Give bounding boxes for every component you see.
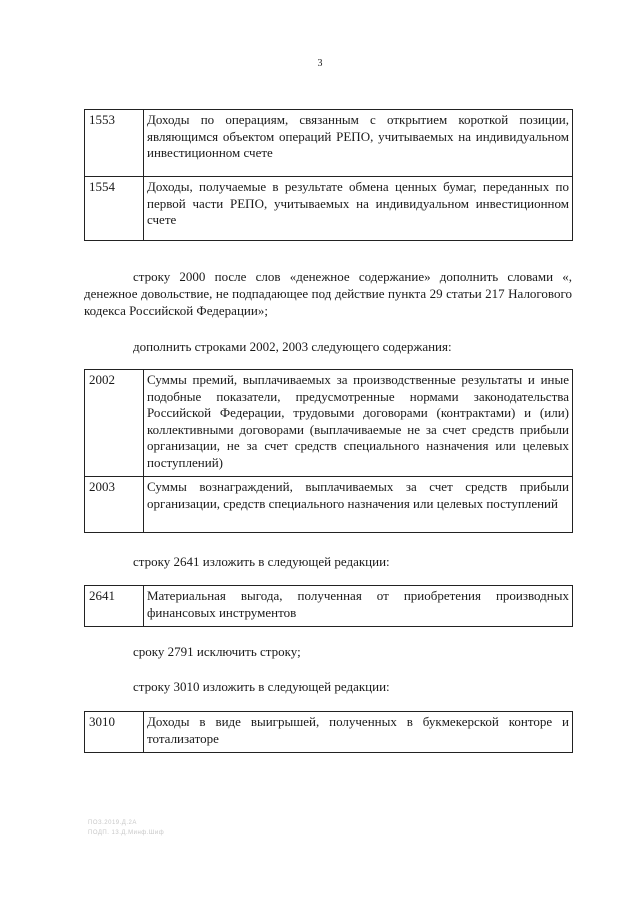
income-codes-table-2 bbox=[84, 369, 573, 533]
income-code: 1554 bbox=[85, 177, 144, 241]
table-row bbox=[85, 370, 573, 477]
income-description: Доходы по операциям, связанным с открытием короткой позиции, являющимся объектом операций РЕПО, учитываемых на индивидуальном инвестиционном счете bbox=[144, 110, 573, 177]
table-row bbox=[85, 586, 573, 627]
paragraph-add-lines: дополнить строками 2002, 2003 следующего содержания: bbox=[133, 339, 452, 354]
paragraph-line-2791: сроку 2791 исключить строку; bbox=[133, 644, 301, 659]
income-code: 3010 bbox=[85, 712, 144, 753]
paragraph-line-3010: строку 3010 изложить в следующей редакции: bbox=[133, 679, 390, 694]
income-description: Доходы в виде выигрышей, полученных в букмекерской конторе и тотализаторе bbox=[144, 712, 573, 753]
income-description: Суммы премий, выплачиваемых за производственные результаты и иные подобные показатели, предусмотренные нормами законодательства Российской Федерации, трудовыми договорами (контрактами) и (или) коллективными договорами (выплачиваемые не за счет средств прибыли организации, не за счет средств специального назначения или целевых поступлений) bbox=[144, 370, 573, 477]
income-description: Доходы, получаемые в результате обмена ценных бумаг, переданных по первой части РЕПО, учитываемых на индивидуальном инвестиционном счете bbox=[144, 177, 573, 241]
footer-stamp-line-2: ПОДП. 13.Д.Минф.Шиф bbox=[88, 830, 165, 836]
footer-stamp-line-1: ПОЗ.2019.Д.2А bbox=[88, 820, 137, 826]
page-number: 3 bbox=[317, 58, 323, 69]
table-row bbox=[85, 477, 573, 533]
income-description: Материальная выгода, полученная от приобретения производных финансовых инструментов bbox=[144, 586, 573, 627]
paragraph-line-2641: строку 2641 изложить в следующей редакции: bbox=[133, 554, 390, 569]
income-codes-table-4 bbox=[84, 711, 573, 753]
income-code: 1553 bbox=[85, 110, 144, 177]
income-code: 2641 bbox=[85, 586, 144, 627]
table-row bbox=[85, 177, 573, 241]
table-row bbox=[85, 712, 573, 753]
table-row bbox=[85, 110, 573, 177]
income-codes-table-1 bbox=[84, 109, 573, 241]
income-description: Суммы вознаграждений, выплачиваемых за счет средств прибыли организации, средств специального назначения или целевых поступлений bbox=[144, 477, 573, 533]
income-codes-table-3 bbox=[84, 585, 573, 627]
income-code: 2003 bbox=[85, 477, 144, 533]
paragraph-line-2000: строку 2000 после слов «денежное содержание» дополнить словами «, денежное довольствие, не подпадающее под действие пункта 29 статьи 217 Налогового кодекса Российской Федерации»; bbox=[84, 269, 572, 318]
income-code: 2002 bbox=[85, 370, 144, 477]
